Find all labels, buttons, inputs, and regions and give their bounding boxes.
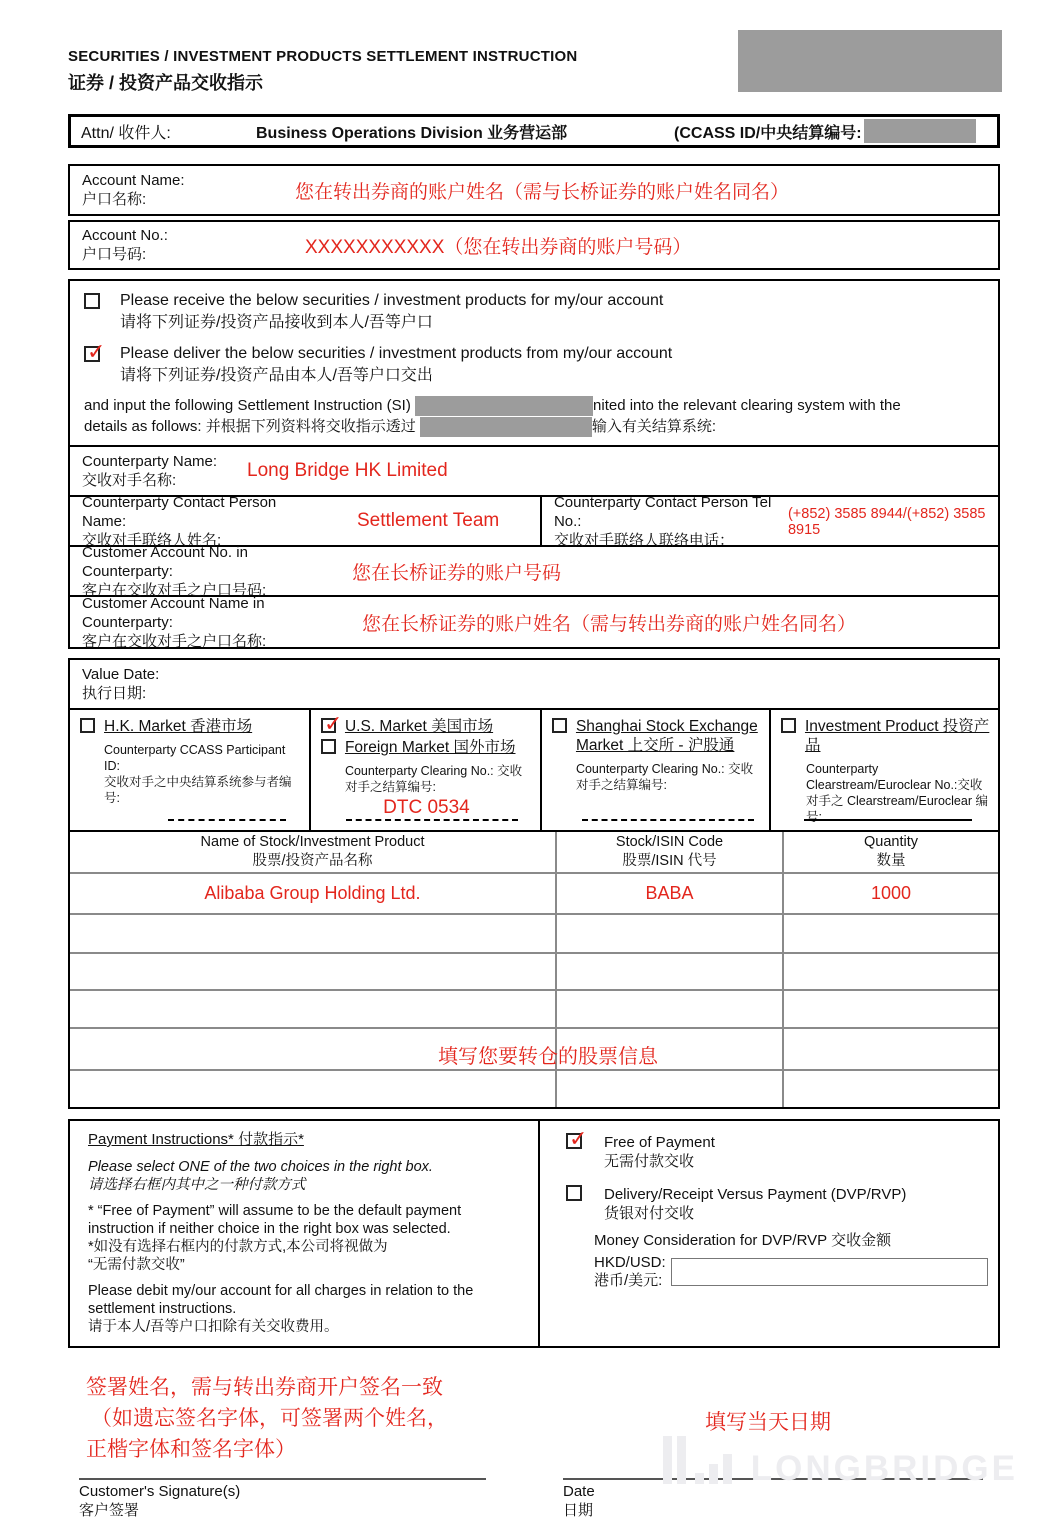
contact-person-label-en: Counterparty Contact Person Name: bbox=[82, 493, 277, 530]
clearstream-no-label: Counterparty Clearstream/Euroclear No.:交收对手之 Clearstream/Euroclear 编号: bbox=[805, 762, 988, 824]
stock-row bbox=[70, 952, 998, 989]
payment-notes-cell bbox=[70, 1121, 538, 1346]
us-market-checkbox[interactable] bbox=[321, 718, 336, 733]
stock-qty-cell[interactable] bbox=[782, 1071, 998, 1107]
account-no-label-zh: 户口号码: bbox=[82, 246, 147, 263]
shanghai-market-checkbox[interactable] bbox=[552, 718, 567, 733]
stock-name-cell[interactable]: Alibaba Group Holding Ltd. bbox=[204, 883, 421, 903]
deliver-checkbox[interactable] bbox=[84, 346, 100, 362]
attn-row bbox=[68, 114, 1000, 148]
dvp-label-en: Delivery/Receipt Versus Payment (DVP/RVP) bbox=[604, 1186, 907, 1203]
us-clearing-no-label: Counterparty Clearing No.: 交收对手之结算编号: bbox=[344, 764, 523, 794]
si-note bbox=[84, 396, 984, 437]
contact-person-cell bbox=[70, 493, 540, 549]
payment-select-note-zh: 请选择右框内其中之一种付款方式 bbox=[88, 1177, 306, 1193]
form-title-zh: 证券 / 投资产品交收指示 bbox=[68, 73, 264, 93]
redacted-company-name-zh bbox=[420, 417, 592, 437]
date-annotation: 填写当天日期 bbox=[705, 1411, 831, 1434]
hk-market-cell bbox=[70, 710, 309, 830]
shanghai-market-label: Shanghai Stock Exchange Market 上交所 - 沪股通 bbox=[575, 718, 758, 754]
investment-product-label: Investment Product 投资产品 bbox=[804, 718, 990, 754]
customer-signature-label-en: Customer's Signature(s) bbox=[79, 1483, 241, 1500]
receive-option bbox=[84, 290, 984, 334]
account-no-field[interactable]: XXXXXXXXXXX（您在转出券商的账户号码） bbox=[305, 236, 692, 258]
stock-row bbox=[70, 1069, 998, 1107]
header-quantity-en: Quantity bbox=[864, 834, 918, 850]
counterparty-name-field[interactable]: Long Bridge HK Limited bbox=[247, 460, 448, 481]
settlement-details-box bbox=[68, 658, 1000, 1109]
hk-market-label: H.K. Market 香港市场 bbox=[104, 718, 253, 735]
customer-account-no-label-zh: 客户在交收对手之户口号码: bbox=[82, 581, 267, 599]
fop-label bbox=[604, 1133, 715, 1171]
stock-code-cell[interactable] bbox=[555, 991, 782, 1027]
account-name-label-zh: 户口名称: bbox=[82, 191, 147, 208]
header-stock-name-en: Name of Stock/Investment Product bbox=[200, 834, 425, 850]
investment-product-cell bbox=[769, 710, 998, 830]
account-name-field[interactable]: 您在转出券商的账户姓名（需与长桥证券的账户姓名同名） bbox=[295, 181, 790, 203]
customer-account-name-field[interactable]: 您在长桥证券的账户姓名（需与转出券商的账户姓名同名） bbox=[362, 613, 857, 635]
header-isin-code-en: Stock/ISIN Code bbox=[615, 834, 724, 850]
payment-options-cell bbox=[538, 1121, 998, 1346]
shanghai-clearing-no-label: Counterparty Clearing No.: 交收对手之结算编号: bbox=[575, 762, 754, 792]
account-no-label-en: Account No.: bbox=[82, 227, 168, 244]
account-no-label bbox=[82, 226, 227, 264]
attn-label: Attn/ 收件人: bbox=[81, 124, 171, 142]
hk-ccass-id-label-zh: 交收对手之中央结算系统参与者编号: bbox=[104, 775, 292, 805]
date-label-en: Date bbox=[563, 1483, 595, 1500]
signature-annotation-line2: （如遗忘签名字体，可签署两个姓名， bbox=[91, 1407, 448, 1430]
receive-checkbox[interactable] bbox=[84, 293, 100, 309]
shanghai-market-cell bbox=[540, 710, 769, 830]
account-name-label-en: Account Name: bbox=[82, 172, 185, 189]
header-stock-name bbox=[70, 832, 555, 872]
stock-code-cell[interactable] bbox=[555, 1029, 782, 1069]
direction-section bbox=[70, 281, 998, 445]
receive-option-label bbox=[120, 290, 663, 334]
hk-ccass-id-label bbox=[104, 742, 301, 806]
signature-annotation-line1: 签署姓名，需与转出券商开户签名一致 bbox=[86, 1376, 443, 1399]
debit-note-zh: 请于本人/吾等户口扣除有关交收费用。 bbox=[88, 1319, 339, 1335]
account-name-label bbox=[82, 171, 227, 209]
payment-instructions-box bbox=[68, 1119, 1000, 1348]
foreign-market-label: Foreign Market 国外市场 bbox=[344, 739, 516, 756]
customer-account-name-label-en: Customer Account Name in Counterparty: bbox=[82, 594, 265, 631]
contact-tel-cell bbox=[540, 493, 998, 549]
si-note-line2-post: 输入有关结算系统: bbox=[591, 418, 717, 435]
stock-name-cell[interactable] bbox=[70, 954, 555, 989]
stock-qty-cell[interactable] bbox=[782, 915, 998, 952]
shanghai-clearing-no-field[interactable] bbox=[582, 819, 754, 821]
ccass-id-label: (CCASS ID/中央结算编号: bbox=[674, 124, 862, 142]
receive-label-en: Please receive the below securities / investment products for my/our account bbox=[120, 292, 664, 309]
date-label-zh: 日期 bbox=[563, 1502, 594, 1519]
header-quantity-zh: 数量 bbox=[876, 853, 906, 869]
stock-table bbox=[70, 830, 998, 1107]
dvp-label bbox=[604, 1185, 906, 1223]
watermark-text: LONGBRIDGE bbox=[750, 1448, 1018, 1488]
signature-annotation-line3: 正楷字体和签名字体） bbox=[86, 1438, 296, 1461]
deliver-label-en: Please deliver the below securities / investment products from my/our account bbox=[120, 345, 673, 362]
stock-table-annotation: 填写您要转仓的股票信息 bbox=[438, 1046, 658, 1068]
dvp-option bbox=[566, 1185, 988, 1223]
stock-name-cell[interactable] bbox=[70, 1029, 555, 1069]
si-note-line1-post: nited into the relevant clearing system with the bbox=[593, 397, 901, 414]
customer-signature-label-zh: 客户签署 bbox=[79, 1502, 140, 1519]
stock-code-cell[interactable] bbox=[555, 1071, 782, 1107]
us-clearing-no-field[interactable]: DTC 0534 bbox=[383, 797, 470, 818]
attn-value: Business Operations Division 业务营运部 bbox=[256, 124, 568, 142]
stock-name-cell[interactable] bbox=[70, 1071, 555, 1107]
signature-section bbox=[68, 1348, 1000, 1518]
payment-title: Payment Instructions* 付款指示* bbox=[88, 1131, 304, 1148]
contact-tel-label-zh: 交收对手联络人联络电话： bbox=[553, 531, 734, 549]
customer-account-name-label-zh: 客户在交收对手之户口名称: bbox=[82, 632, 267, 650]
counterparty-name-label-zh: 交收对手名称: bbox=[82, 472, 177, 489]
instruction-details-box bbox=[68, 279, 1000, 649]
deliver-option-label bbox=[120, 343, 672, 387]
stock-table-header bbox=[70, 832, 998, 872]
customer-account-name-row bbox=[70, 594, 998, 650]
money-consideration-label: Money Consideration for DVP/RVP 交收金额 bbox=[594, 1232, 892, 1249]
customer-account-no-label-en: Customer Account No. in Counterparty: bbox=[82, 543, 248, 580]
clearstream-no-field[interactable] bbox=[804, 819, 972, 821]
currency-label bbox=[594, 1254, 671, 1290]
counterparty-name-label-en: Counterparty Name: bbox=[82, 453, 218, 470]
stock-qty-cell[interactable]: 1000 bbox=[782, 874, 998, 913]
header-quantity bbox=[782, 832, 998, 872]
deliver-label-zh: 请将下列证券/投资产品由本人/吾等户口交出 bbox=[120, 367, 433, 384]
account-name-row bbox=[68, 164, 1000, 216]
money-amount-row bbox=[594, 1254, 988, 1290]
si-note-line2-pre: details as follows: 并根据下列资料将交收指示透过 bbox=[84, 418, 416, 435]
contact-tel-field[interactable]: (+852) 3585 8944/(+852) 3585 8915 bbox=[787, 506, 986, 538]
currency-label-en: HKD/USD: bbox=[594, 1254, 666, 1271]
header-isin-code bbox=[555, 832, 782, 872]
header-isin-code-zh: 股票/ISIN 代号 bbox=[622, 853, 717, 869]
stock-name-cell[interactable] bbox=[70, 915, 555, 952]
stock-code-cell[interactable] bbox=[555, 954, 782, 989]
redacted-company-name bbox=[415, 396, 593, 416]
stock-qty-cell[interactable] bbox=[782, 1029, 998, 1069]
fop-label-zh: 无需付款交收 bbox=[604, 1153, 695, 1170]
hk-ccass-id-label-en: Counterparty CCASS Participant ID: bbox=[104, 743, 286, 773]
contact-person-field[interactable]: Settlement Team bbox=[357, 510, 500, 531]
fop-default-note-en: * “Free of Payment” will assume to be the default payment instruction if neither choice in the right box was selected. bbox=[88, 1203, 462, 1237]
stock-row bbox=[70, 872, 998, 913]
customer-signature-label bbox=[79, 1482, 240, 1520]
longbridge-logo-icon bbox=[663, 1436, 737, 1484]
dvp-label-zh: 货银对付交收 bbox=[604, 1205, 695, 1222]
stock-code-cell[interactable]: BABA bbox=[555, 874, 782, 913]
customer-account-no-label bbox=[82, 543, 342, 600]
counterparty-name-row bbox=[70, 445, 998, 495]
contact-tel-label bbox=[554, 493, 784, 550]
us-clearing-no-line[interactable] bbox=[346, 819, 518, 821]
hk-ccass-id-field[interactable] bbox=[168, 819, 286, 821]
foreign-market-checkbox[interactable] bbox=[321, 739, 336, 754]
dvp-checkbox[interactable] bbox=[566, 1185, 582, 1201]
fop-checkbox[interactable] bbox=[566, 1133, 582, 1149]
longbridge-watermark bbox=[663, 1436, 1018, 1488]
value-date-label-en: Value Date: bbox=[82, 666, 160, 683]
account-no-row bbox=[68, 220, 1000, 270]
contact-tel-label-en: Counterparty Contact Person Tel No.: bbox=[553, 493, 772, 530]
customer-account-no-field[interactable]: 您在长桥证券的账户号码 bbox=[352, 562, 562, 584]
markets-section bbox=[70, 708, 998, 830]
fop-default-note-zh2: “无需付款交收” bbox=[88, 1257, 185, 1273]
stock-code-cell[interactable] bbox=[555, 915, 782, 952]
si-note-line1-pre: and input the following Settlement Instruction (SI) bbox=[84, 397, 411, 414]
stock-row bbox=[70, 913, 998, 952]
fop-option bbox=[566, 1133, 988, 1171]
contact-person-label-zh: 交收对手联络人姓名: bbox=[82, 531, 222, 549]
stock-name-cell[interactable] bbox=[70, 991, 555, 1027]
payment-select-note-en: Please select ONE of the two choices in the right box. bbox=[88, 1159, 433, 1175]
value-date-label-zh: 执行日期: bbox=[82, 685, 147, 702]
header-stock-name-zh: 股票/投资产品名称 bbox=[252, 853, 373, 869]
date-label bbox=[563, 1482, 595, 1520]
debit-note-en: Please debit my/our account for all charges in relation to the settlement instructions. bbox=[88, 1283, 474, 1317]
deliver-option bbox=[84, 343, 984, 387]
form-title-en: SECURITIES / INVESTMENT PRODUCTS SETTLEMENT INSTRUCTION bbox=[68, 48, 578, 65]
stock-qty-cell[interactable] bbox=[782, 954, 998, 989]
redacted-ccass-id bbox=[864, 119, 976, 143]
hk-market-checkbox[interactable] bbox=[80, 718, 95, 733]
customer-account-name-label bbox=[82, 594, 354, 651]
customer-signature-line[interactable] bbox=[79, 1478, 486, 1480]
fop-default-note-zh1: *如没有选择右框内的付款方式,本公司将视做为 bbox=[88, 1239, 388, 1255]
stock-row bbox=[70, 1027, 998, 1069]
customer-account-no-row bbox=[70, 543, 998, 599]
value-date-label bbox=[82, 665, 312, 703]
us-market-label: U.S. Market 美国市场 bbox=[344, 718, 494, 735]
fop-label-en: Free of Payment bbox=[604, 1134, 715, 1151]
value-date-row bbox=[70, 660, 998, 708]
receive-label-zh: 请将下列证券/投资产品接收到本人/吾等户口 bbox=[120, 314, 433, 331]
currency-label-zh: 港币/美元: bbox=[594, 1272, 663, 1289]
stock-qty-cell[interactable] bbox=[782, 991, 998, 1027]
money-amount-input[interactable] bbox=[671, 1258, 988, 1286]
counterparty-contact-row bbox=[70, 493, 998, 549]
investment-product-checkbox[interactable] bbox=[781, 718, 796, 733]
contact-person-label bbox=[82, 493, 317, 550]
signature-annotation bbox=[86, 1372, 448, 1465]
us-market-cell bbox=[309, 710, 540, 830]
stock-row bbox=[70, 989, 998, 1027]
